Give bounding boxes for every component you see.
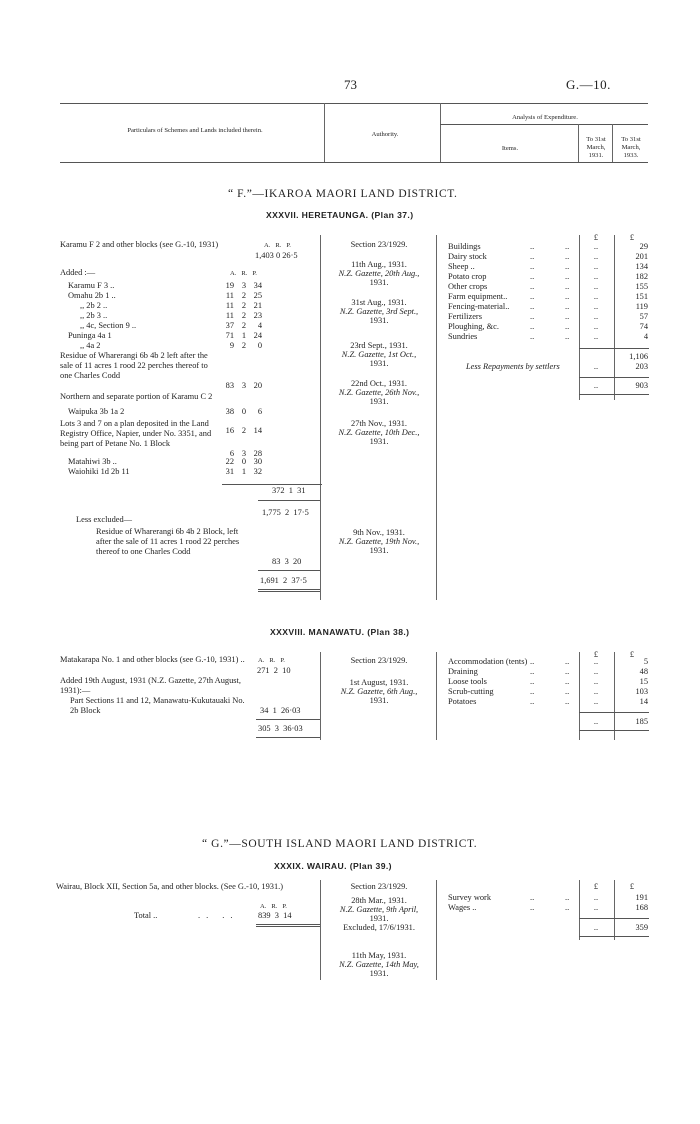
f-auth-6-line2: N.Z. Gazette, 19th Nov.,	[338, 537, 420, 546]
m-currency-1: £	[593, 650, 599, 659]
w-total-rule-1	[256, 924, 320, 925]
f-land-10-p: 14	[253, 426, 262, 435]
f-land-11-r: 0	[241, 407, 246, 416]
f-land-9-r: 3	[241, 381, 246, 390]
w-items-1-col1: ..	[593, 903, 599, 912]
m-land-2-values	[260, 706, 300, 716]
m-items-3-dots: ..	[530, 687, 535, 696]
w-items-total: 359	[635, 923, 648, 932]
f-net-items-rule-2	[579, 394, 649, 395]
f-items-2-dots2: ..	[565, 262, 570, 271]
value-a: 305	[258, 724, 271, 733]
f-auth-5-line3: 1931.	[369, 437, 389, 446]
w-auth-1-line1: 28th Mar., 1931.	[351, 896, 407, 905]
f-land-10-r: 2	[241, 426, 246, 435]
unit-a: A.	[264, 242, 271, 249]
f-items-3-dots: ..	[530, 272, 535, 281]
f-land-13-p: 30	[253, 457, 262, 466]
header-col2: To 31st March, 1933.	[621, 136, 641, 159]
f-added-label: Added :—	[60, 268, 96, 277]
f-land-8-p: 0	[257, 341, 262, 350]
f-land-4-p: 21	[253, 301, 262, 310]
f-items-9-dots: ..	[530, 332, 535, 341]
f-items-6-label: Fencing-material..	[448, 302, 510, 311]
f-net-items-dots: ..	[593, 381, 599, 390]
f-divider-2	[436, 235, 437, 600]
f-items-3-col1: ..	[593, 272, 599, 281]
f-items-7-dots2: ..	[565, 312, 570, 321]
f-divider-1	[320, 235, 321, 600]
f-land-14-a: 31	[225, 467, 234, 476]
f-items-1-label: Dairy stock	[448, 252, 487, 261]
f-repayments-value: 203	[635, 362, 648, 371]
f-land-10-label: Northern and separate portion of Karamu C 2	[60, 392, 213, 401]
f-auth-4-line2: N.Z. Gazette, 26th Nov.,	[338, 388, 420, 397]
value-a: 372	[272, 486, 285, 495]
f-net-items-total: 903	[635, 381, 648, 390]
m-items-3-col1: ..	[593, 687, 599, 696]
f-items-5-dots: ..	[530, 292, 535, 301]
f-auth-6-line1: 9th Nov., 1931.	[353, 528, 405, 537]
m-items-1-label: Draining	[448, 667, 478, 676]
value-r: 1	[272, 706, 277, 715]
f-auth-3-line1: 23rd Sept., 1931.	[350, 341, 408, 350]
w-total-dots: .. ..	[198, 911, 239, 920]
header-authority: Authority.	[371, 131, 399, 138]
header-particulars: Particulars of Schemes and Lands included therein.	[127, 127, 263, 134]
w-auth-2-line1: 11th May, 1931.	[351, 951, 407, 960]
w-auth-1-line2: N.Z. Gazette, 9th April,	[339, 905, 419, 914]
f-auth-4-line1: 22nd Oct., 1931.	[350, 379, 408, 388]
value-a: 1,775	[262, 508, 281, 517]
w-items-0-dots: ..	[530, 893, 535, 902]
header-divider-3	[578, 124, 579, 162]
f-auth-2-line2: N.Z. Gazette, 3rd Sept.,	[339, 307, 419, 316]
f-auth-2-line3: 1931.	[369, 316, 389, 325]
f-net	[260, 576, 307, 586]
value-r: 2	[285, 508, 290, 517]
f-auth-3-line3: 1931.	[369, 359, 389, 368]
value-r: 1	[288, 486, 293, 495]
f-subtotal	[262, 508, 309, 518]
value-p: 26·5	[282, 251, 298, 260]
m-items-1-dots: ..	[530, 667, 535, 676]
m-land-0-label: Matakarapa No. 1 and other blocks (see G.-10, 1931) ..	[60, 655, 245, 664]
district-g-title: “ G.”—SOUTH ISLAND MAORI LAND DISTRICT.	[202, 838, 478, 850]
m-items-4-dots: ..	[530, 697, 535, 706]
w-total-rule-2	[256, 926, 320, 927]
m-items-2-col1: ..	[593, 677, 599, 686]
f-unit-header-2	[230, 270, 257, 278]
m-items-4-label: Potatoes	[448, 697, 477, 706]
f-land-13-a: 22	[225, 457, 234, 466]
w-auth-1-line4: Excluded, 17/6/1931.	[343, 923, 415, 932]
f-land-14-label: Waiohiki 1d 2b 11	[68, 467, 130, 476]
scheme-39-plan: (Plan 39.)	[349, 861, 392, 871]
f-net-double-rule-2	[258, 591, 320, 592]
m-items-total-dots: ..	[593, 717, 599, 726]
unit-a: A.	[260, 903, 267, 910]
f-subtotal-rule	[258, 500, 320, 501]
w-items-0-label: Survey work	[448, 893, 492, 902]
f-auth-5-line2: N.Z. Gazette, 10th Dec.,	[338, 428, 420, 437]
header-analysis-rule	[440, 124, 648, 125]
f-land-11-a: 38	[225, 407, 234, 416]
m-divider-1	[320, 652, 321, 740]
f-land-3-p: 25	[253, 291, 262, 300]
f-items-2-col1: ..	[593, 262, 599, 271]
m-items-0-col1: ..	[593, 657, 599, 666]
f-land-4-label: ,, 2b 2 ..	[80, 301, 108, 310]
m-total-double-rule	[256, 737, 320, 738]
f-currency-2: £	[629, 233, 635, 242]
unit-r: R.	[269, 657, 276, 664]
f-items-1-col2: 201	[635, 252, 648, 261]
w-auth-2-line2: N.Z. Gazette, 14th May,	[339, 960, 419, 969]
value-r: 3	[274, 724, 279, 733]
m-items-1-col1: ..	[593, 667, 599, 676]
m-items-0-dots2: ..	[565, 657, 570, 666]
f-land-14-r: 1	[241, 467, 246, 476]
f-currency-1: £	[593, 233, 599, 242]
w-items-1-col2: 168	[635, 903, 648, 912]
header-items: Items.	[501, 145, 519, 152]
f-items-rule	[579, 348, 649, 349]
unit-r: R.	[241, 270, 248, 277]
f-auth-4-line3: 1931.	[369, 397, 389, 406]
f-items-total: 1,106	[629, 352, 648, 361]
w-total-label: Total ..	[134, 911, 158, 920]
f-land-12-r: 3	[241, 449, 246, 458]
value-p: 14	[283, 911, 292, 920]
m-items-2-dots: ..	[530, 677, 535, 686]
f-auth-2-line1: 31st Aug., 1931.	[351, 298, 407, 307]
f-items-4-dots2: ..	[565, 282, 570, 291]
table-top-rule	[60, 103, 648, 104]
f-auth-6-line3: 1931.	[369, 546, 389, 555]
header-divider-2	[440, 103, 441, 162]
value-a: 271	[257, 666, 270, 675]
m-items-3-col2: 103	[635, 687, 648, 696]
value-p: 36·03	[283, 724, 303, 733]
f-land-12-p: 28	[253, 449, 262, 458]
f-items-1-dots: ..	[530, 252, 535, 261]
f-added-total	[272, 486, 306, 496]
f-items-8-col2: 74	[639, 322, 648, 331]
f-items-2-dots: ..	[530, 262, 535, 271]
m-land-1-label: Added 19th August, 1931 (N.Z. Gazette, 27th August, 1931):—	[60, 676, 241, 695]
f-items-8-dots2: ..	[565, 322, 570, 331]
f-net-double-rule-1	[258, 589, 320, 590]
unit-r: R.	[275, 242, 282, 249]
w-items-1-label: Wages ..	[448, 903, 477, 912]
f-land-9-label: Residue of Wharerangi 6b 4b 2 left after the sale of 11 acres 1 rood 22 perches thereof to one Charles Codd	[60, 351, 208, 380]
m-auth-1-line2: N.Z. Gazette, 6th Aug.,	[340, 687, 418, 696]
w-divider-1	[320, 880, 321, 980]
w-items-rule	[579, 918, 649, 919]
f-items-4-label: Other crops	[448, 282, 488, 291]
f-added-rule	[222, 484, 322, 485]
f-items-0-dots2: ..	[565, 242, 570, 251]
f-land-3-r: 2	[241, 291, 246, 300]
m-items-2-dots2: ..	[565, 677, 570, 686]
document-reference: G.—10.	[566, 77, 611, 92]
header-divider-1	[324, 103, 325, 162]
value-a: 1,691	[260, 576, 279, 585]
f-unit-header	[264, 242, 291, 250]
w-items-total-dots: ..	[593, 923, 599, 932]
f-items-9-col2: 4	[643, 332, 648, 341]
w-total-values	[258, 911, 292, 921]
f-net-rule	[258, 570, 320, 571]
w-auth-1-line3: 1931.	[369, 914, 389, 923]
f-land-8-label: ,, 4a 2	[80, 341, 101, 350]
f-land-2-r: 3	[241, 281, 246, 290]
f-land-8-a: 9	[229, 341, 234, 350]
m-divider-2	[436, 652, 437, 740]
m-items-4-col2: 14	[639, 697, 648, 706]
w-items-1-dots2: ..	[565, 903, 570, 912]
f-items-0-dots: ..	[530, 242, 535, 251]
unit-p: P.	[282, 903, 287, 910]
f-auth-1-line2: N.Z. Gazette, 20th Aug.,	[338, 269, 420, 278]
f-items-7-label: Fertilizers	[448, 312, 482, 321]
value-a: 83	[272, 557, 281, 566]
scheme-37-name: XXXVII. HERETAUNGA.	[266, 210, 369, 220]
m-currency-2: £	[629, 650, 635, 659]
unit-a: A.	[230, 270, 237, 277]
f-items-6-col1: ..	[593, 302, 599, 311]
f-net-items-rule	[579, 377, 649, 378]
f-excluded-label: Residue of Wharerangi 6b 4b 2 Block, left after the sale of 11 acres 1 rood 22 perches thereof to one Charles Codd	[96, 527, 240, 556]
m-items-rule-2	[579, 730, 649, 731]
w-items-0-dots2: ..	[565, 893, 570, 902]
f-land-12-a: 6	[229, 449, 234, 458]
m-land-2-label: Part Sections 11 and 12, Manawatu-Kukutauaki No. 2b Block	[70, 696, 245, 715]
f-land-7-label: Puninga 4a 1	[68, 331, 112, 340]
m-total-rule	[256, 719, 320, 720]
f-land-2-label: Karamu F 3 ..	[68, 281, 115, 290]
f-land-5-r: 2	[241, 311, 246, 320]
w-items-1-dots: ..	[530, 903, 535, 912]
value-r: 2	[273, 666, 278, 675]
unit-r: R.	[271, 903, 278, 910]
m-items-0-label: Accommodation (tents)	[448, 657, 528, 666]
w-items-0-col1: ..	[593, 893, 599, 902]
f-items-8-label: Ploughing, &c.	[448, 322, 499, 331]
f-items-4-col1: ..	[593, 282, 599, 291]
f-land-9-p: 20	[253, 381, 262, 390]
scheme-39-heading	[274, 861, 392, 871]
header-divider-4	[612, 124, 613, 162]
m-items-2-label: Loose tools	[448, 677, 487, 686]
f-items-6-col2: 119	[635, 302, 648, 311]
f-items-3-col2: 182	[635, 272, 648, 281]
f-land-5-label: ,, 2b 3 ..	[80, 311, 108, 320]
value-p: 37·5	[291, 576, 307, 585]
w-items-rule-2	[579, 936, 649, 937]
scheme-38-plan: (Plan 38.)	[367, 627, 410, 637]
m-items-1-col2: 48	[639, 667, 648, 676]
district-f-title: “ F.”—IKAROA MAORI LAND DISTRICT.	[228, 188, 458, 200]
f-items-0-label: Buildings	[448, 242, 481, 251]
w-currency-1: £	[593, 882, 599, 891]
f-excluded-values	[272, 557, 301, 567]
f-land-6-r: 2	[241, 321, 246, 330]
f-land-4-r: 2	[241, 301, 246, 310]
f-items-3-label: Potato crop	[448, 272, 487, 281]
f-items-4-col2: 155	[635, 282, 648, 291]
m-items-rule	[579, 712, 649, 713]
value-r: 0	[275, 251, 281, 260]
f-land-8-r: 2	[241, 341, 246, 350]
m-auth-1-line1: 1st August, 1931.	[349, 678, 409, 687]
f-auth-1-line3: 1931.	[369, 278, 389, 287]
f-land-0-label: Karamu F 2 and other blocks (see G.-10, 1931)	[60, 240, 219, 249]
f-items-0-col1: ..	[593, 242, 599, 251]
f-auth-3-line2: N.Z. Gazette, 1st Oct.,	[341, 350, 417, 359]
f-auth-0-line1: Section 23/1929.	[350, 240, 408, 249]
value-r: 3	[274, 911, 279, 920]
f-land-5-a: 11	[225, 311, 234, 320]
value-r: 2	[283, 576, 288, 585]
m-items-0-dots: ..	[530, 657, 535, 666]
f-items-9-label: Sundries	[448, 332, 478, 341]
value-p: 17·5	[293, 508, 309, 517]
w-auth-0-line1: Section 23/1929.	[350, 882, 408, 891]
f-land-7-r: 1	[241, 331, 246, 340]
f-land-13-label: Matahiwi 3b ..	[68, 457, 117, 466]
f-land-6-a: 37	[225, 321, 234, 330]
f-items-7-col2: 57	[639, 312, 648, 321]
f-items-5-dots2: ..	[565, 292, 570, 301]
f-land-11-p: 6	[257, 407, 262, 416]
f-items-5-col2: 151	[635, 292, 648, 301]
value-p: 10	[282, 666, 291, 675]
f-items-5-col1: ..	[593, 292, 599, 301]
value-a: 1,403	[255, 251, 274, 260]
w-divider-2	[436, 880, 437, 980]
value-p: 26·03	[280, 706, 301, 715]
value-p: 20	[292, 557, 302, 566]
m-unit-header	[258, 657, 285, 665]
w-unit-header	[260, 903, 287, 911]
f-land-7-p: 24	[253, 331, 262, 340]
f-less-excluded: Less excluded—	[76, 515, 133, 524]
f-land-2-a: 19	[225, 281, 234, 290]
scheme-38-name: XXXVIII. MANAWATU.	[270, 627, 365, 637]
f-items-5-label: Farm equipment..	[448, 292, 508, 301]
f-land-14-p: 32	[253, 467, 262, 476]
f-land-12-label: Lots 3 and 7 on a plan deposited in the Land Registry Office, Napier, under No. 3351, and being part of Petane No. 1 Block	[60, 419, 212, 448]
f-auth-5-line1: 27th Nov., 1931.	[351, 419, 407, 428]
w-auth-2-line3: 1931.	[369, 969, 389, 978]
unit-p: P.	[280, 657, 285, 664]
f-items-1-col1: ..	[593, 252, 599, 261]
f-land-2-p: 34	[253, 281, 262, 290]
w-land-label: Wairau, Block XII, Section 5a, and other blocks. (See G.-10, 1931.)	[56, 882, 284, 891]
f-items-9-dots2: ..	[565, 332, 570, 341]
f-items-3-dots2: ..	[565, 272, 570, 281]
m-items-0-col2: 5	[643, 657, 648, 666]
f-land-6-label: ,, 4c, Section 9 ..	[80, 321, 137, 330]
page-number: 73	[344, 77, 357, 92]
scheme-37-heading	[266, 210, 413, 220]
m-items-4-dots2: ..	[565, 697, 570, 706]
scheme-38-heading	[270, 627, 409, 637]
f-land-3-a: 11	[225, 291, 234, 300]
f-items-0-col2: 29	[639, 242, 648, 251]
m-items-total: 185	[635, 717, 648, 726]
f-items-1-dots2: ..	[565, 252, 570, 261]
unit-a: A.	[258, 657, 265, 664]
f-land-13-r: 0	[241, 457, 246, 466]
f-land-0-values	[255, 251, 298, 261]
header-col1: To 31st March, 1931.	[586, 136, 606, 159]
m-auth-1-line3: 1931.	[369, 696, 389, 705]
value-a: 34	[260, 706, 269, 715]
m-items-3-dots2: ..	[565, 687, 570, 696]
f-items-4-dots: ..	[530, 282, 535, 291]
f-items-8-col1: ..	[593, 322, 599, 331]
w-items-0-col2: 191	[635, 893, 648, 902]
f-items-6-dots: ..	[530, 302, 535, 311]
scheme-39-name: XXXIX. WAIRAU.	[274, 861, 347, 871]
f-items-2-col2: 134	[635, 262, 648, 271]
f-items-6-dots2: ..	[565, 302, 570, 311]
m-total	[258, 724, 303, 734]
f-land-5-p: 23	[253, 311, 262, 320]
table-header-bottom-rule	[60, 162, 648, 163]
f-items-7-col1: ..	[593, 312, 599, 321]
m-land-0-values	[257, 666, 291, 676]
f-land-10-a: 16	[225, 426, 234, 435]
header-analysis: Analysis of Expenditure.	[512, 114, 578, 121]
f-repayments-label: Less Repayments by settlers	[466, 362, 560, 371]
value-a: 839	[258, 911, 271, 920]
f-land-6-p: 4	[257, 321, 262, 330]
f-land-11-label: Waipuka 3b 1a 2	[68, 407, 125, 416]
f-auth-1-line1: 11th Aug., 1931.	[351, 260, 407, 269]
unit-p: P.	[252, 270, 257, 277]
m-items-2-col2: 15	[639, 677, 648, 686]
m-items-3-label: Scrub-cutting	[448, 687, 494, 696]
scheme-37-plan: (Plan 37.)	[371, 210, 414, 220]
m-items-4-col1: ..	[593, 697, 599, 706]
value-p: 31	[297, 486, 306, 495]
m-auth-0-line1: Section 23/1929.	[350, 656, 408, 665]
f-land-4-a: 11	[225, 301, 234, 310]
f-items-9-col1: ..	[593, 332, 599, 341]
f-items-8-dots: ..	[530, 322, 535, 331]
f-repayments-dots: ..	[593, 362, 599, 371]
w-currency-2: £	[629, 882, 635, 891]
f-land-7-a: 71	[225, 331, 234, 340]
unit-p: P.	[286, 242, 291, 249]
value-r: 3	[284, 557, 289, 566]
f-items-7-dots: ..	[530, 312, 535, 321]
f-land-9-a: 83	[225, 381, 234, 390]
f-land-3-label: Omahu 2b 1 ..	[68, 291, 116, 300]
m-items-1-dots2: ..	[565, 667, 570, 676]
f-items-2-label: Sheep ..	[448, 262, 475, 271]
